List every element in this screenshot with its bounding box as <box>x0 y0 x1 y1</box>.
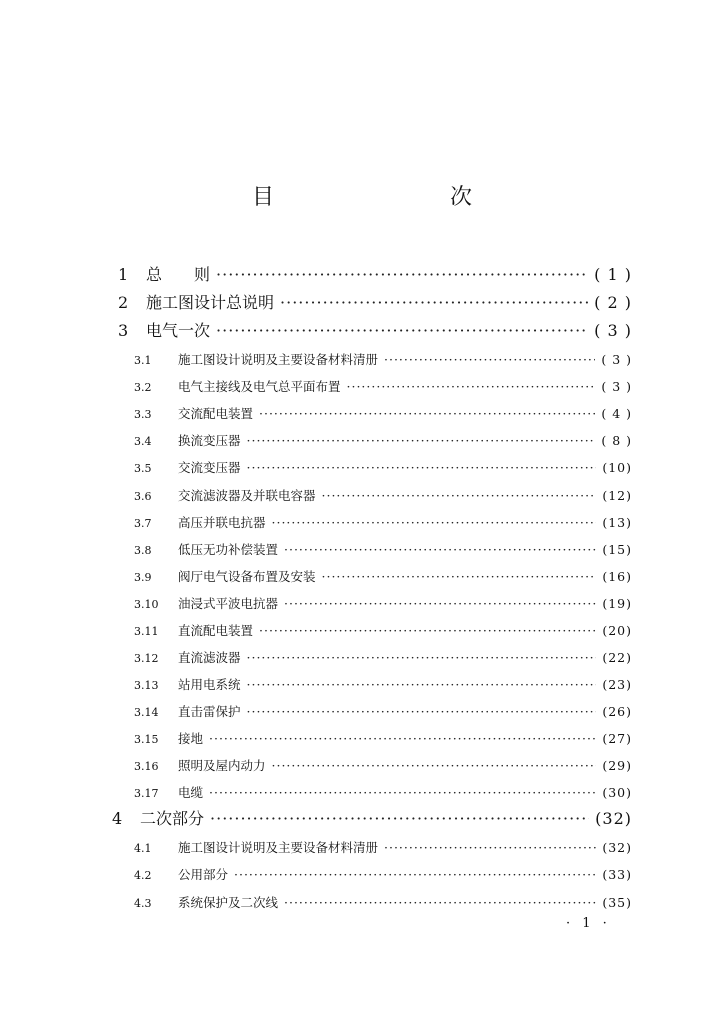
toc-entry-label: 低压无功补偿装置 <box>178 542 279 557</box>
toc-entry-number: 3 <box>118 321 129 340</box>
toc-dot-leader <box>272 515 597 530</box>
toc-entry-number: 3.11 <box>134 625 159 638</box>
toc-entry-label: 交流配电装置 <box>178 406 254 421</box>
toc-dot-leader <box>322 569 597 584</box>
toc-entry-page: (16) <box>602 569 632 584</box>
toc-entry-number: 3.2 <box>134 381 152 394</box>
toc-entry-number: 2 <box>118 293 129 312</box>
toc-dot-leader <box>210 809 589 828</box>
toc-entry-number: 3.9 <box>134 571 152 584</box>
toc-entry-page: ( 2 ) <box>594 293 632 312</box>
toc-entry-number: 1 <box>118 265 129 284</box>
toc-entry <box>134 431 632 449</box>
toc-entry-page: ( 4 ) <box>601 406 632 421</box>
toc-entry-number: 3.15 <box>134 733 159 746</box>
toc-entry <box>134 567 632 585</box>
toc-entry-page: (32) <box>602 840 632 855</box>
toc-entry <box>134 648 632 666</box>
toc-entry-label: 公用部分 <box>178 867 229 882</box>
toc-dot-leader <box>247 433 596 448</box>
toc-entry-label: 交流变压器 <box>178 460 241 475</box>
toc-entry-page: (35) <box>602 895 632 910</box>
toc-dot-leader <box>209 785 596 800</box>
toc-entry-page: ( 8 ) <box>601 433 632 448</box>
toc-entry-page: (13) <box>602 515 632 530</box>
toc-entry <box>134 865 632 883</box>
toc-entry-label: 站用电系统 <box>178 677 241 692</box>
toc-dot-leader <box>384 840 596 855</box>
toc-dot-leader <box>259 406 595 421</box>
toc-entry-page: (26) <box>602 704 632 719</box>
toc-entry-page: (15) <box>602 542 632 557</box>
toc-entry <box>134 540 632 558</box>
toc-entry-page: (20) <box>602 623 632 638</box>
toc-entry-page: (27) <box>602 731 632 746</box>
page-title: 目 次 <box>251 185 516 210</box>
toc-entry-label: 直流配电装置 <box>178 623 254 638</box>
toc-entry-page: ( 3 ) <box>594 321 632 340</box>
toc-entry-number: 3.13 <box>134 679 159 692</box>
toc-entry <box>134 756 632 774</box>
toc-dot-leader <box>247 704 597 719</box>
toc-dot-leader <box>216 321 588 340</box>
toc-entry <box>118 318 632 341</box>
toc-entry-label: 接地 <box>178 731 204 746</box>
toc-entry-label: 高压并联电抗器 <box>178 515 266 530</box>
toc-entry-number: 4 <box>112 809 123 828</box>
toc-entry-page: (33) <box>602 867 632 882</box>
toc-entry-number: 3.17 <box>134 787 159 800</box>
toc-dot-leader <box>284 596 596 611</box>
toc-entry-number: 3.8 <box>134 544 152 557</box>
toc-entry-label: 系统保护及二次线 <box>178 895 279 910</box>
toc-entry-number: 3.10 <box>134 598 159 611</box>
toc-entry-number: 3.7 <box>134 517 152 530</box>
toc-entry-number: 3.14 <box>134 706 159 719</box>
toc-entry-page: ( 3 ) <box>601 379 632 394</box>
toc-dot-leader <box>209 731 596 746</box>
toc-entry-label: 直击雷保护 <box>178 704 241 719</box>
toc-entry-label: 电缆 <box>178 785 204 800</box>
toc-entry-number: 3.3 <box>134 408 152 421</box>
toc-entry-label: 施工图设计说明及主要设备材料清册 <box>178 840 379 855</box>
toc-entry-number: 4.3 <box>134 897 152 910</box>
toc-entry-page: (29) <box>602 758 632 773</box>
page-number: · 1 · <box>566 916 611 931</box>
toc-dot-leader <box>284 895 596 910</box>
toc-entry <box>118 290 632 313</box>
toc-dot-leader <box>280 293 588 312</box>
toc-entry <box>134 702 632 720</box>
toc-entry <box>134 783 632 801</box>
toc-entry-number: 3.12 <box>134 652 159 665</box>
toc-entry <box>134 350 632 368</box>
toc-entry-number: 3.5 <box>134 462 152 475</box>
toc-entry-number: 4.1 <box>134 842 152 855</box>
toc-dot-leader <box>322 488 597 503</box>
toc-entry-label: 施工图设计说明及主要设备材料清册 <box>178 352 379 367</box>
toc-entry-page: (32) <box>595 809 632 828</box>
toc-entry-number: 3.4 <box>134 435 152 448</box>
toc-entry-label: 照明及屋内动力 <box>178 758 266 773</box>
toc-entry <box>118 262 632 285</box>
toc-entry-label: 交流滤波器及并联电容器 <box>178 488 316 503</box>
toc-entry <box>134 594 632 612</box>
toc-dot-leader <box>272 758 597 773</box>
toc-entry <box>112 806 632 829</box>
toc-entry-label: 二次部分 <box>140 809 205 828</box>
toc-entry-label: 电气主接线及电气总平面布置 <box>178 379 341 394</box>
toc-dot-leader <box>247 650 597 665</box>
toc-entry-page: ( 3 ) <box>601 352 632 367</box>
toc-entry <box>134 486 632 504</box>
toc-entry-page: (22) <box>602 650 632 665</box>
toc-entry-number: 3.1 <box>134 354 152 367</box>
toc-dot-leader <box>347 379 596 394</box>
toc-entry <box>134 838 632 856</box>
toc-entry-label: 施工图设计总说明 <box>146 293 275 312</box>
toc-entry-label: 直流滤波器 <box>178 650 241 665</box>
toc-entry-page: ( 1 ) <box>594 265 632 284</box>
toc-entry-number: 3.6 <box>134 490 152 503</box>
toc-entry <box>134 377 632 395</box>
toc-entry-label: 换流变压器 <box>178 433 241 448</box>
toc-entry-page: (19) <box>602 596 632 611</box>
toc-dot-leader <box>259 623 596 638</box>
toc-dot-leader <box>247 460 597 475</box>
toc-dot-leader <box>234 867 596 882</box>
toc-entry-page: (23) <box>602 677 632 692</box>
toc-entry-label: 总 则 <box>146 265 211 284</box>
toc-dot-leader <box>216 265 588 284</box>
toc-entry <box>134 893 632 911</box>
toc-entry-page: (12) <box>602 488 632 503</box>
toc-dot-leader <box>247 677 597 692</box>
toc-entry-label: 油浸式平波电抗器 <box>178 596 279 611</box>
toc-entry <box>134 404 632 422</box>
toc-entry-page: (30) <box>602 785 632 800</box>
toc-entry <box>134 621 632 639</box>
toc-entry <box>134 458 632 476</box>
toc-entry <box>134 513 632 531</box>
toc-entry <box>134 675 632 693</box>
toc-entry-number: 4.2 <box>134 869 152 882</box>
toc-entry-label: 阀厅电气设备布置及安装 <box>178 569 316 584</box>
toc-entry-page: (10) <box>602 460 632 475</box>
toc-entry-label: 电气一次 <box>146 321 211 340</box>
toc-entry <box>134 729 632 747</box>
toc-dot-leader <box>384 352 595 367</box>
toc-entry-number: 3.16 <box>134 760 159 773</box>
toc-dot-leader <box>284 542 596 557</box>
